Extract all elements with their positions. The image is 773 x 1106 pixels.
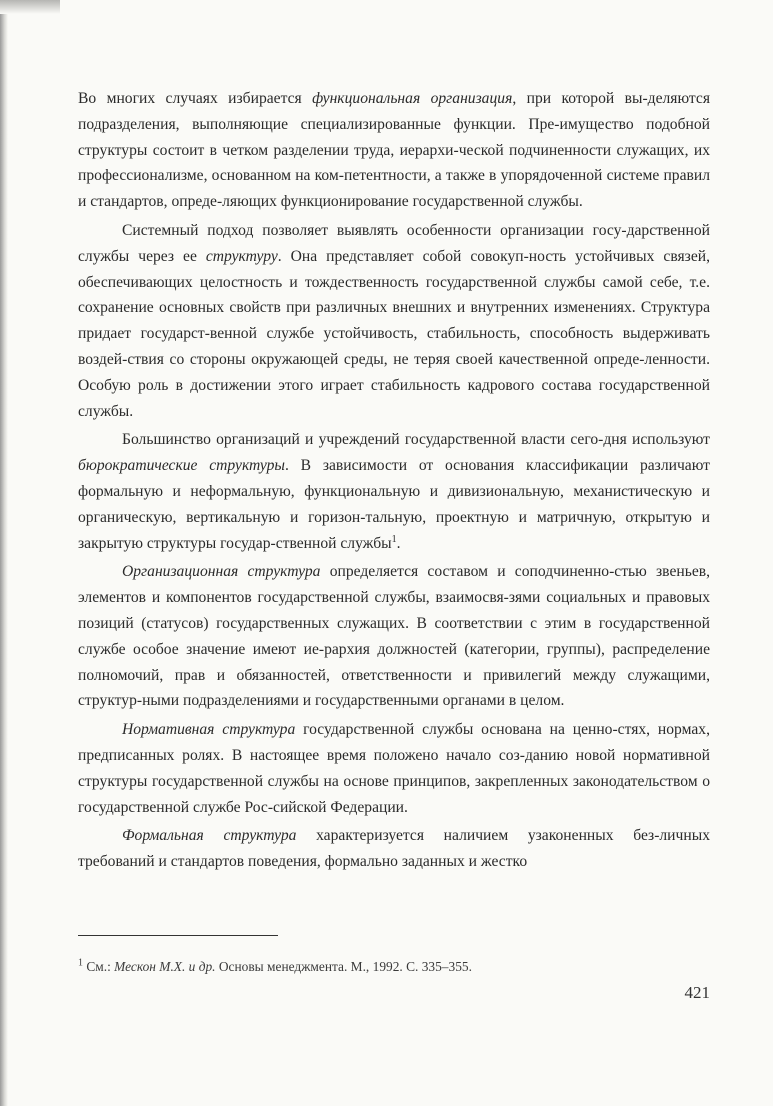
paragraph — [78, 218, 710, 424]
footnote-reference: 1 — [391, 533, 397, 545]
paragraph — [78, 823, 710, 875]
text-run: Во многих случаях избирается — [78, 90, 313, 107]
footnote — [78, 958, 710, 976]
paragraph — [78, 559, 710, 714]
text-run: государственной службы основана на ценно-стях, нормах, предписанных ролях. В настоящее время положено начало соз-данию новой нормативной структуры государственной службы на основе принципов, закрепленных законодательством о государственной службе Рос-сийской Федерации. — [78, 721, 710, 816]
text-run: . В зависимости от основания классификации различают формальную и неформальную, функциональную и дивизиональную, механистическую и органическую, вертикальную и горизон-тальную, проектную и матричную, открытую и закрытую структуры государ-ственной службы — [78, 457, 710, 552]
text-run: Большинство организаций и учреждений государственной власти сего-дня используют — [122, 431, 710, 449]
italic-term: структуру — [205, 247, 278, 265]
italic-term: бюрократические структуры — [78, 457, 285, 475]
body-text — [78, 86, 710, 875]
paragraph — [78, 427, 710, 556]
paragraph — [78, 86, 710, 215]
page-number: 421 — [684, 983, 710, 1002]
text-run: . — [396, 534, 401, 552]
italic-term: Организационная структура — [122, 563, 321, 581]
italic-term: Формальная структура — [122, 827, 297, 845]
footnote-marker: 1 — [78, 957, 83, 969]
footnote-separator — [78, 935, 278, 936]
italic-term: функциональная организация — [312, 90, 513, 107]
footnote-source: Основы менеджмента. М., 1992. С. 335–355. — [215, 959, 472, 974]
footnote-authors: Мескон М.Х. и др. — [114, 959, 216, 974]
footnote-prefix: См.: — [83, 959, 115, 974]
page-binding-shadow — [0, 0, 8, 1106]
text-run: , при которой вы-деляются подразделения, выполняющие специализированные функции. Пре-имущество подобной структуры состоит в четком разделении труда, иерархи-ческой подчиненности служащих, их профессионализме, основанном на ком-петентности, а также в упорядоченной системе правил и стандартов, опреде-ляющих функционирование государственной службы. — [78, 90, 711, 211]
italic-term: Нормативная структура — [122, 721, 296, 739]
page-corner-shadow — [0, 0, 60, 14]
text-run: . Она представляет собой совокуп-ность устойчивых связей, обеспечивающих целостность и тождественность государственной службы самой себе, т.е. сохранение основных свойств при различных внешних и внутренних изменениях. Структура придает государст-венной службе устойчивость, стабильность, способность выдерживать воздей-ствия со стороны окружающей среды, не теряя своей качественной опреде-ленности. Особую роль в достижении этого играет стабильность кадрового состава государственной службы. — [78, 247, 710, 420]
text-run: определяется составом и соподчиненно-стью звеньев, элементов и компонентов государственной службы, взаимосвя-зями социальных и правовых позиций (статусов) государственных служащих. В соответствии с этим в государственной службе особое значение имеют ие-рархия должностей (категории, группы), распределение полномочий, прав и обязанностей, ответственности и привилегий между служащими, структур-ными подразделениями и государственными органами в целом. — [78, 563, 711, 710]
paragraph — [78, 717, 710, 820]
text-run: Системный подход позволяет выявлять особенности организации госу-дарственной службы через ее — [78, 221, 710, 265]
text-run: характеризуется наличием узаконенных без-личных требований и стандартов поведения, формально заданных и жестко — [78, 827, 710, 871]
